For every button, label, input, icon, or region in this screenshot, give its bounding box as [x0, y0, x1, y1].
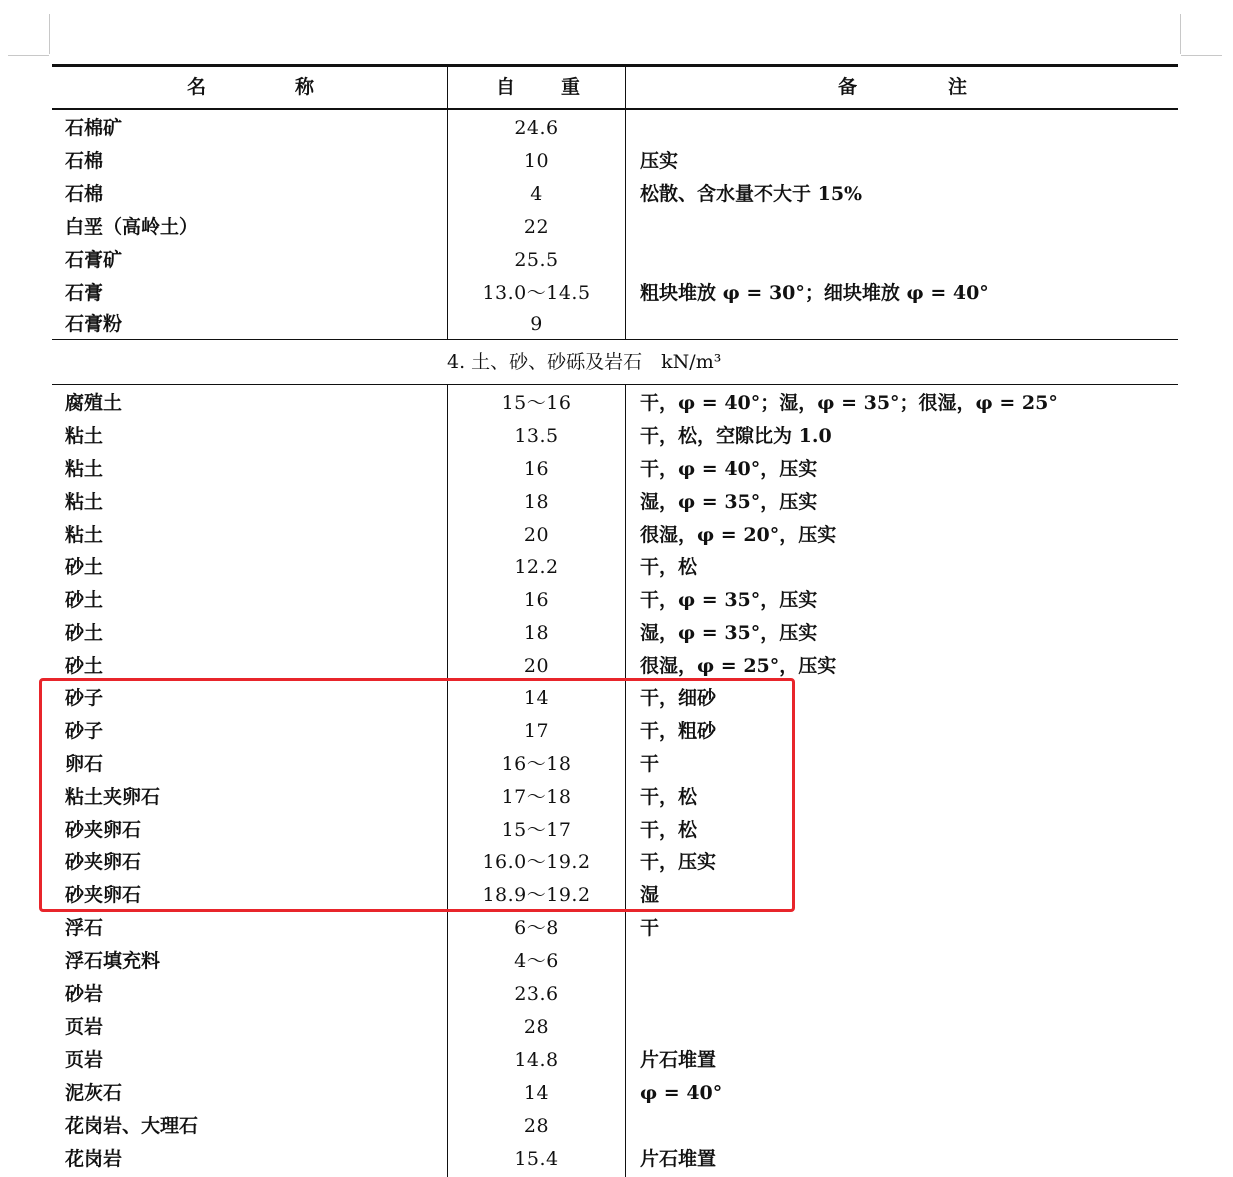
cell-note: 干，松: [640, 786, 698, 808]
cell-weight: 14: [523, 687, 550, 709]
cell-name: 花岗岩、大理石: [65, 1115, 199, 1137]
cell-weight: 4～6: [514, 950, 559, 972]
header-name: [52, 67, 447, 108]
cell-name: 砂土: [65, 655, 104, 677]
cell-weight: 14: [523, 1082, 550, 1104]
cell-weight: 15.4: [514, 1148, 559, 1170]
cell-name: 砂子: [65, 687, 104, 709]
cell-name: 石棉: [65, 150, 104, 172]
cell-name: 粘土: [65, 524, 104, 546]
table-row: [52, 277, 1178, 310]
cell-name: 石膏: [65, 282, 104, 304]
table-row: [52, 551, 1178, 584]
cell-note: φ = 40°: [640, 1082, 723, 1104]
table-row: [52, 1110, 1178, 1143]
header-note-char-1: 备: [838, 76, 858, 98]
cell-name: 砂夹卵石: [65, 851, 142, 873]
cell-weight: 4: [530, 183, 543, 205]
cell-name: 砂岩: [65, 983, 104, 1005]
cell-note: 很湿，φ = 20°，压实: [640, 524, 837, 546]
cell-weight: 6～8: [514, 917, 559, 939]
table-row: [52, 145, 1178, 178]
cell-note: 干，φ = 40°，压实: [640, 458, 818, 480]
cell-name: 腐殖土: [65, 392, 123, 414]
cell-name: 粘土: [65, 491, 104, 513]
cell-name: 石棉: [65, 183, 104, 205]
cell-note: 湿: [640, 884, 660, 906]
cell-name: 石膏矿: [65, 249, 123, 271]
cell-note: 干，松: [640, 819, 698, 841]
cell-weight: 15～16: [501, 392, 572, 414]
table-header-rule: [52, 108, 1178, 110]
cell-note: 干，松，空隙比为 1.0: [640, 425, 832, 447]
cell-note: 干，粗砂: [640, 720, 717, 742]
cell-weight: 10: [523, 150, 550, 172]
cell-name: 白垩（高岭土）: [65, 216, 199, 238]
table-row: [52, 912, 1178, 945]
cell-name: 浮石填充料: [65, 950, 161, 972]
cell-note: 干，细砂: [640, 687, 717, 709]
header-weight-char-1: 自: [496, 76, 516, 98]
cell-name: 砂土: [65, 622, 104, 644]
cell-name: 浮石: [65, 917, 104, 939]
crop-mark: [8, 55, 49, 56]
table-row: [52, 1077, 1178, 1110]
cell-weight: 14.8: [514, 1049, 559, 1071]
table-row: [52, 308, 1178, 341]
cell-weight: 17～18: [501, 786, 572, 808]
table-row: [52, 945, 1178, 978]
table-row: [52, 244, 1178, 277]
cell-name: 粘土夹卵石: [65, 786, 161, 808]
cell-weight: 9: [530, 313, 543, 335]
cell-name: 粘土: [65, 458, 104, 480]
header-weight-char-2: 重: [561, 76, 581, 98]
table-row: [52, 1143, 1178, 1176]
table-row: [52, 112, 1178, 145]
cell-weight: 18.9～19.2: [482, 884, 591, 906]
crop-mark: [49, 14, 50, 54]
cell-note: 压实: [640, 150, 679, 172]
cell-note: 湿，φ = 35°，压实: [640, 622, 818, 644]
cell-weight: 23.6: [514, 983, 559, 1005]
cell-weight: 20: [523, 524, 550, 546]
cell-note: 片石堆置: [640, 1148, 717, 1170]
cell-name: 泥灰石: [65, 1082, 123, 1104]
cell-weight: 13.5: [514, 425, 559, 447]
cell-name: 粘土: [65, 425, 104, 447]
cell-name: 页岩: [65, 1016, 104, 1038]
highlight-box: [39, 678, 795, 912]
cell-weight: 13.0～14.5: [482, 282, 591, 304]
cell-note: 干，松: [640, 556, 698, 578]
crop-mark: [1181, 55, 1222, 56]
header-weight: [448, 67, 625, 108]
cell-name: 卵石: [65, 753, 104, 775]
cell-name: 石棉矿: [65, 117, 123, 139]
cell-note: 干: [640, 917, 660, 939]
cell-note: 很湿，φ = 25°，压实: [640, 655, 837, 677]
section-rule-bottom: [52, 384, 1178, 385]
header-note-char-2: 注: [948, 76, 968, 98]
table-row: [52, 453, 1178, 486]
cell-weight: 16.0～19.2: [482, 851, 591, 873]
cell-weight: 16: [523, 589, 550, 611]
cell-note: 干，φ = 40°；湿，φ = 35°；很湿，φ = 25°: [640, 392, 1058, 414]
header-name-char-2: 称: [295, 76, 315, 98]
cell-weight: 28: [523, 1016, 550, 1038]
header-note: [626, 67, 1178, 108]
crop-mark: [1180, 14, 1181, 54]
cell-note: 片石堆置: [640, 1049, 717, 1071]
table-row: [52, 584, 1178, 617]
cell-weight: 24.6: [514, 117, 559, 139]
cell-weight: 16～18: [501, 753, 572, 775]
cell-note: 干，压实: [640, 851, 717, 873]
cell-weight: 28: [523, 1115, 550, 1137]
cell-weight: 17: [523, 720, 550, 742]
cell-name: 砂土: [65, 556, 104, 578]
cell-note: 干，φ = 35°，压实: [640, 589, 818, 611]
cell-weight: 15～17: [501, 819, 572, 841]
cell-name: 砂夹卵石: [65, 884, 142, 906]
cell-note: 松散、含水量不大于 15%: [640, 183, 863, 205]
cell-note: 粗块堆放 φ = 30°；细块堆放 φ = 40°: [640, 282, 989, 304]
table-row: [52, 617, 1178, 650]
cell-weight: 22: [523, 216, 550, 238]
table-row: [52, 1044, 1178, 1077]
cell-weight: 16: [523, 458, 550, 480]
table-row: [52, 211, 1178, 244]
cell-name: 砂土: [65, 589, 104, 611]
cell-name: 石膏粉: [65, 313, 123, 335]
cell-name: 砂子: [65, 720, 104, 742]
cell-weight: 25.5: [514, 249, 559, 271]
cell-weight: 20: [523, 655, 550, 677]
cell-weight: 18: [523, 622, 550, 644]
header-name-char-1: 名: [187, 76, 207, 98]
table-row: [52, 978, 1178, 1011]
section-title: 4. 土、砂、砂砾及岩石 kN/m³: [447, 351, 722, 373]
cell-name: 花岗岩: [65, 1148, 123, 1170]
table-row: [52, 486, 1178, 519]
cell-note: 干: [640, 753, 660, 775]
cell-weight: 12.2: [514, 556, 559, 578]
table-row: [52, 178, 1178, 211]
table-row: [52, 1011, 1178, 1044]
cell-weight: 18: [523, 491, 550, 513]
cell-note: 湿，φ = 35°，压实: [640, 491, 818, 513]
cell-name: 砂夹卵石: [65, 819, 142, 841]
cell-name: 页岩: [65, 1049, 104, 1071]
table-row: [52, 387, 1178, 420]
table-row: [52, 519, 1178, 552]
table-row: [52, 420, 1178, 453]
